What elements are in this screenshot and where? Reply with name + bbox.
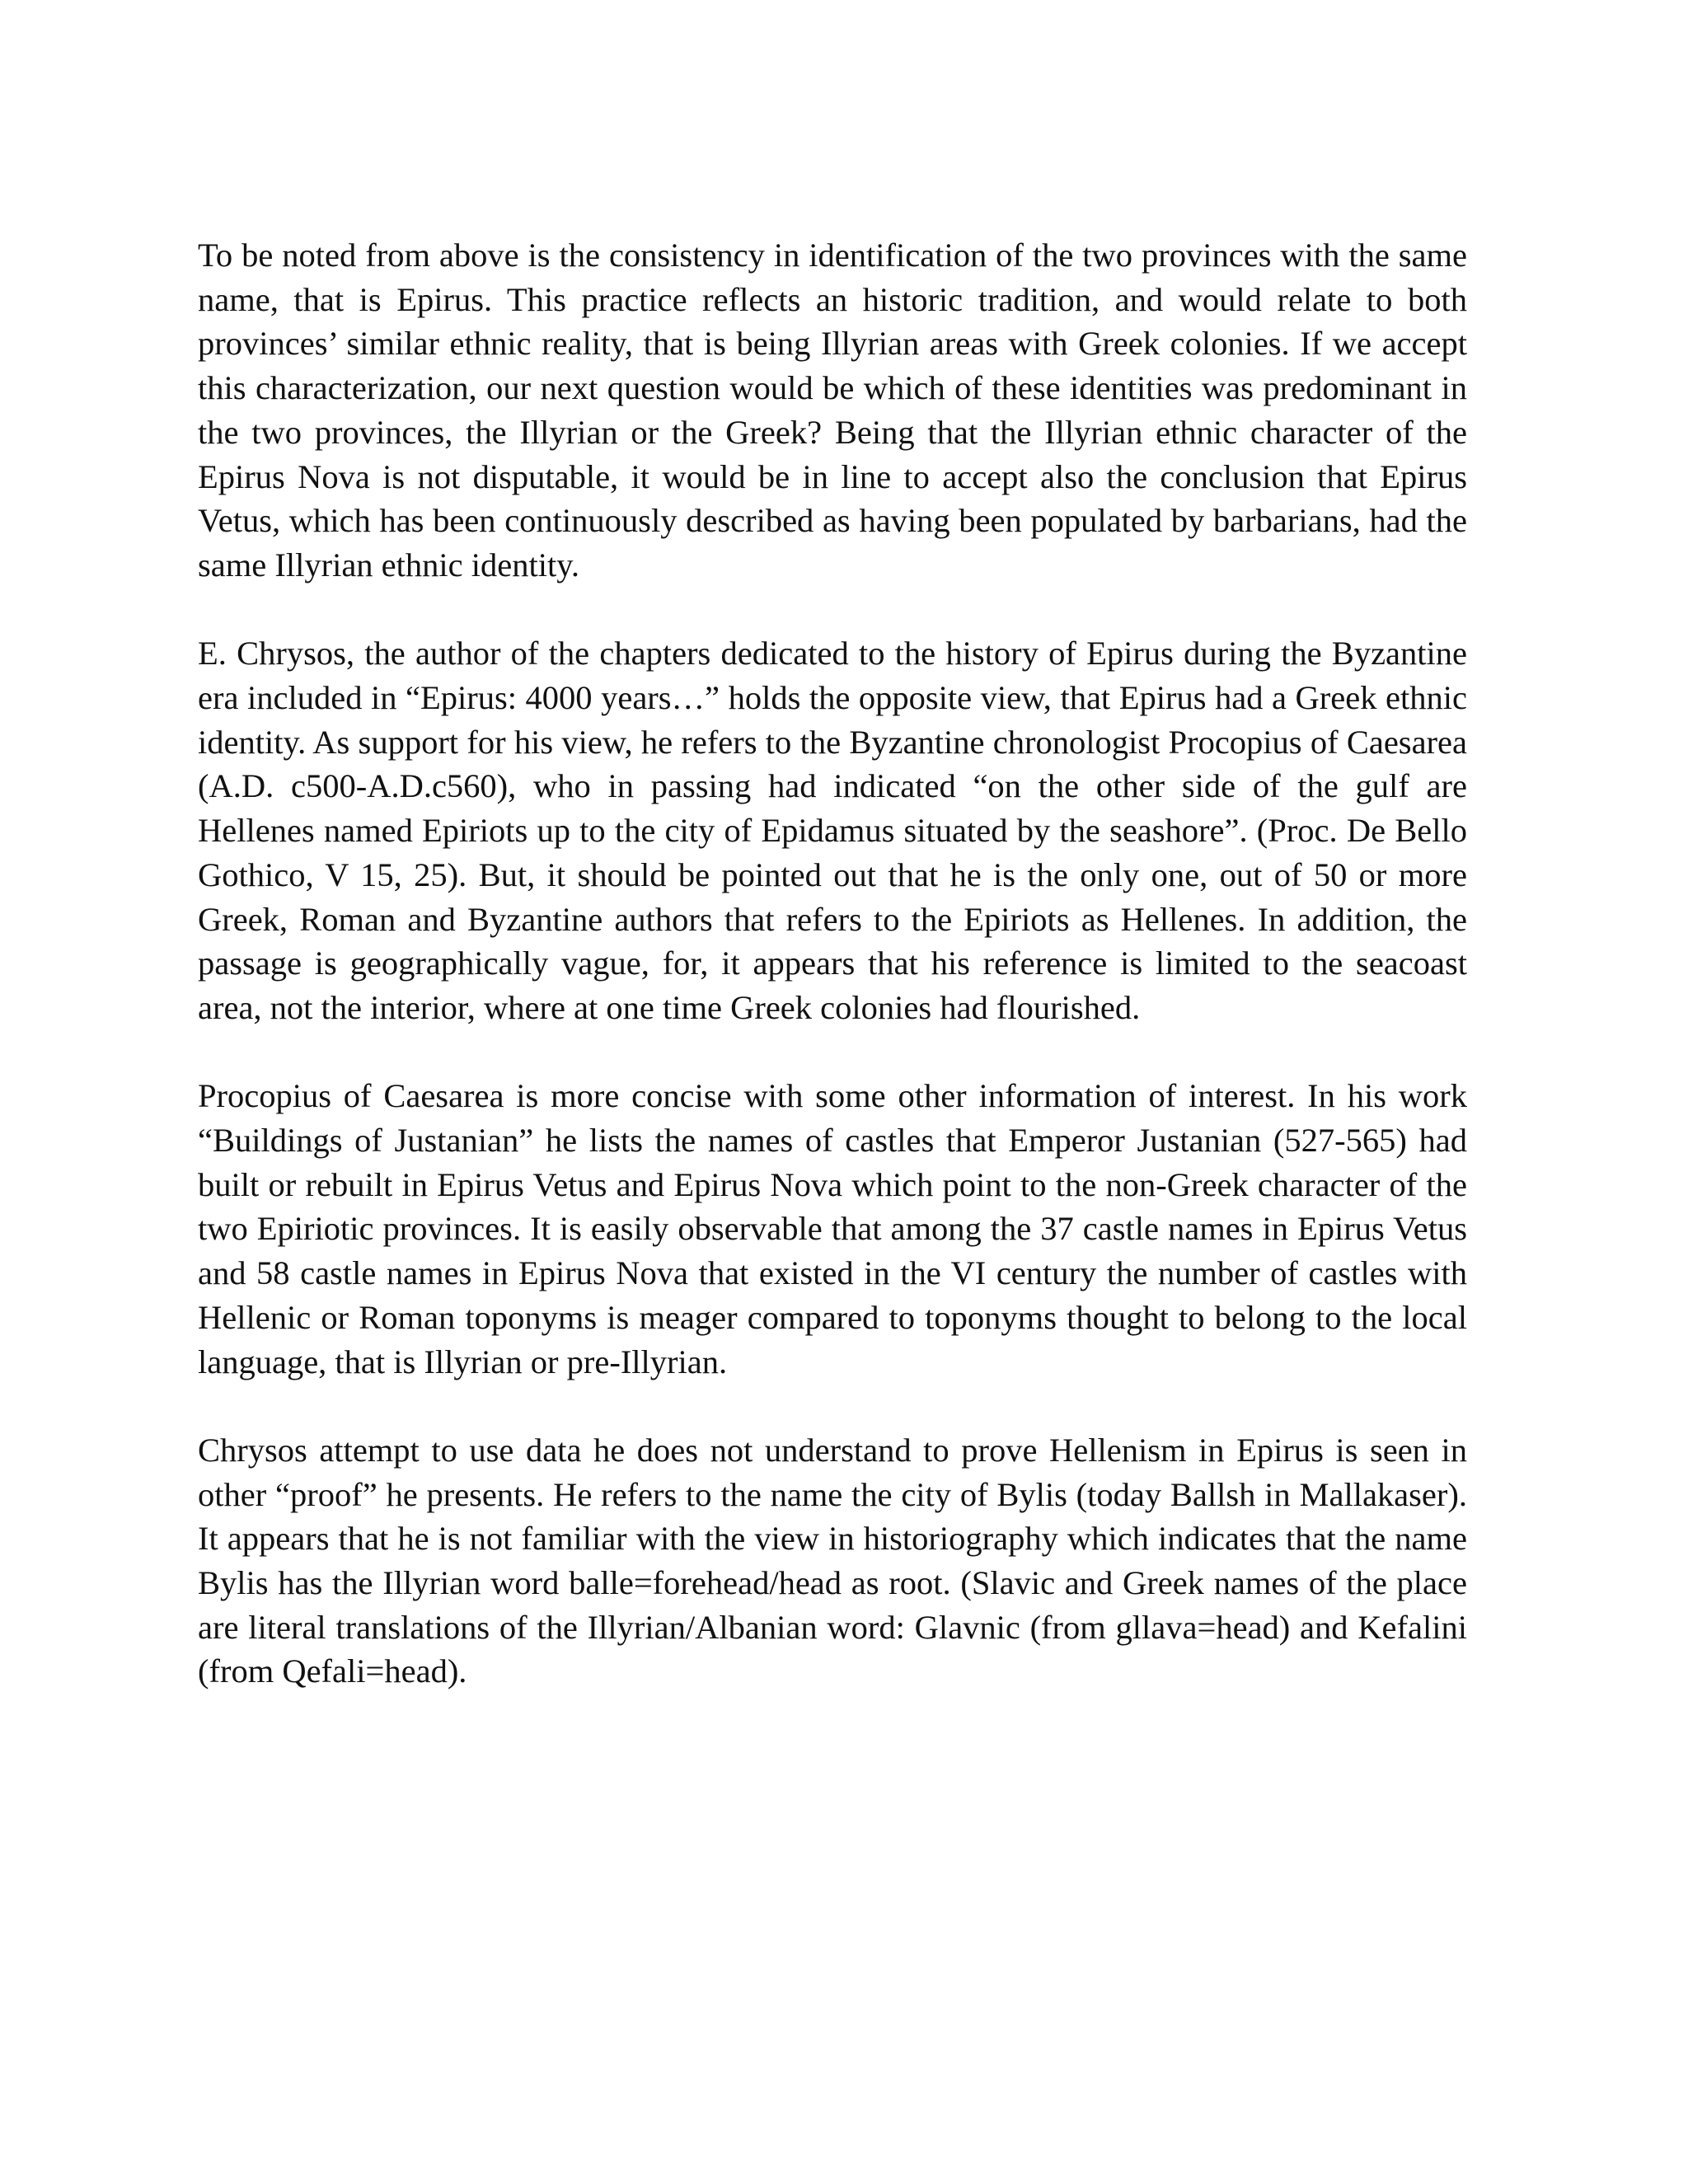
paragraph-2: E. Chrysos, the author of the chapters dedicated to the history of Epirus during the Byzantine era included in “Epirus: 4000 years…” holds the opposite view, that Epirus had a Greek ethnic identity. As support for his view, he refers to the Byzantine chronologist Procopius of Caesarea (A.D. c500-A.D.c560), who in passing had indicated “on the other side of the gulf are Hellenes named Epiriots up to the city of Epidamus situated by the seashore”. (Proc. De Bello Gothico, V 15, 25). But, it should be pointed out that he is the only one, out of 50 or more Greek, Roman and Byzantine authors that refers to the Epiriots as Hellenes. In addition, the passage is geographically vague, for, it appears that his reference is limited to the seacoast area, not the interior, where at one time Greek colonies had flourished. <box>198 635 1467 1026</box>
paragraph-3: Procopius of Caesarea is more concise with some other information of interest. In his work “Buildings of Justanian” he lists the names of castles that Emperor Justanian (527-565) had built or rebuilt in Epirus Vetus and Epirus Nova which point to the non-Greek character of the two Epiriotic provinces. It is easily observable that among the 37 castle names in Epirus Vetus and 58 castle names in Epirus Nova that existed in the VI century the number of castles with Hellenic or Roman toponyms is meager compared to toponyms thought to belong to the local language, that is Illyrian or pre-Illyrian. <box>198 1077 1467 1380</box>
paragraph-1: To be noted from above is the consistency in identification of the two provinces with the same name, that is Epirus. This practice reflects an historic tradition, and would relate to both provinces’ similar ethnic reality, that is being Illyrian areas with Greek colonies. If we accept this characterization, our next question would be which of these identities was predominant in the two provinces, the Illyrian or the Greek? Being that the Illyrian ethnic character of the Epirus Nova is not disputable, it would be in line to accept also the conclusion that Epirus Vetus, which has been continuously described as having been populated by barbarians, had the same Illyrian ethnic identity. <box>198 237 1467 583</box>
body-text <box>198 233 1467 1694</box>
paragraph-4: Chrysos attempt to use data he does not understand to prove Hellenism in Epirus is seen in other “proof” he presents. He refers to the name the city of Bylis (today Ballsh in Mallakaser). It appears that he is not familiar with the view in historiography which indicates that the name Bylis has the Illyrian word balle=forehead/head as root. (Slavic and Greek names of the place are literal translations of the Illyrian/Albanian word: Glavnic (from gllava=head) and Kefalini (from Qefali=head). <box>198 1431 1467 1690</box>
